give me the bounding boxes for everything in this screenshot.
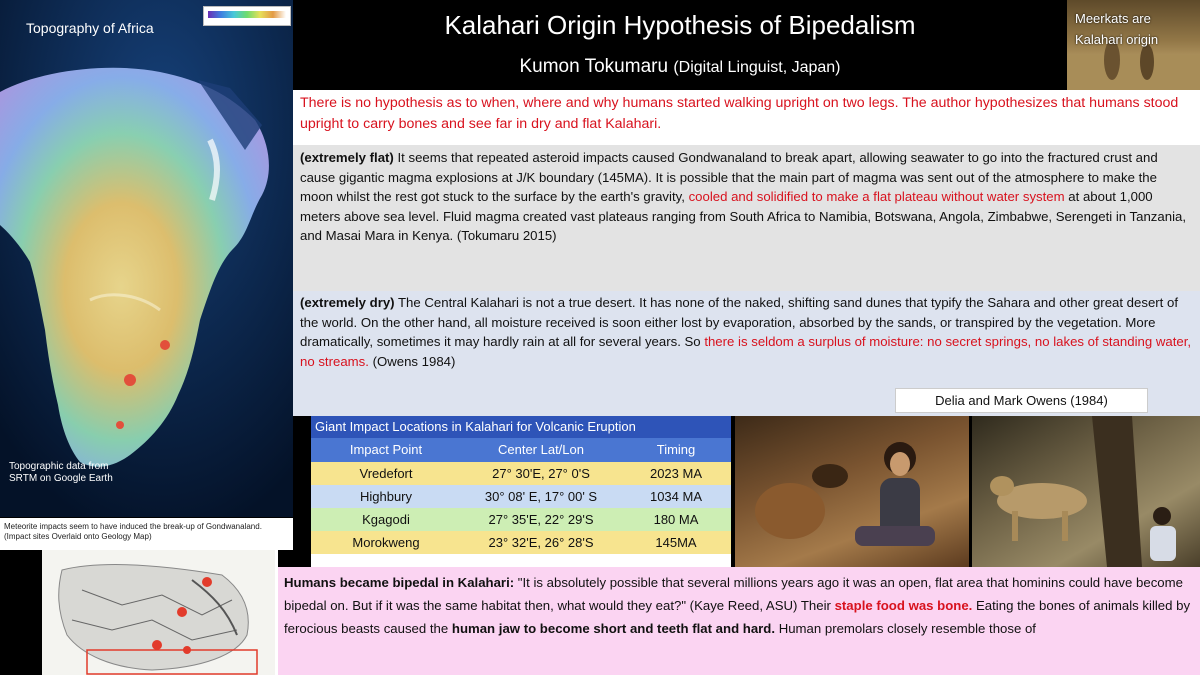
bipedal-highlight: staple food was bone. [834,598,973,613]
impact-timing: 145MA [655,535,697,550]
bipedal-text-2: Human premolars closely resemble those of [775,621,1036,636]
table-header-row [311,438,731,462]
bipedal-quote: "It is absolutely possible that several millions years ago it was an open, flat area that hominins could have become bipedal on. But if it was the same habitat then, what would they eat?" (Kaye Reed, ASU) Their [284,575,1183,613]
hyena-photo [735,416,969,567]
meerkat-caption: Meerkats are Kalahari origin [1075,11,1159,47]
africa-topography-map [0,0,293,517]
table-row [311,485,731,508]
photo-credit: Delia and Mark Owens (1984) [895,388,1148,413]
dry-citation: (Owens 1984) [368,353,456,369]
dry-highlight: there is seldom a surplus of moisture: no secret springs, no lakes of standing water, no streams. [300,334,1192,369]
title-bar [293,0,1067,90]
impact-location: 23° 32'E, 26° 28'S [488,535,594,550]
impact-timing: 1034 MA [649,489,703,504]
author-affiliation: (Digital Linguist, Japan) [673,59,841,76]
impact-point: Vredefort [359,466,413,481]
africa-map-graphic [0,0,293,517]
impact-timing: 180 MA [653,512,699,527]
lion-photo [972,416,1200,567]
flat-text-2: at about 1,000 meters above sea level. Fluid magma created vast plateaus ranging from South Africa to Namibia, Botswana, Angola, Zimbabwe, Serengeti in Tanzania, and Masai Mara in Kenya. (Tokumaru 2015) [300,189,1186,243]
bipedal-text-1: Eating the bones of animals killed by ferocious beasts caused the [284,598,1191,636]
hyena-photo-graphic [735,416,969,567]
author-name: Kumon Tokumaru [519,56,669,77]
meerkat-photo [1067,0,1200,90]
bipedal-section [278,567,1200,675]
flat-heading: (extremely flat) [300,150,394,165]
flat-text-1: It seems that repeated asteroid impacts caused Gondwanaland to break apart, allowing seawater to go into the fractured crust and cause gigantic magma explosions at J/K boundary (145MA). It is possible that the main part of magma was sent out of the atmosphere to make the moon whilst the rest got stuck to the surface by the earth's gravity, [300,150,1158,204]
elevation-legend [203,6,291,26]
impact-location: 27° 30'E, 27° 0'S [492,466,590,481]
impact-location: 27° 35'E, 22° 29'S [488,512,594,527]
author-line [293,56,1067,78]
bipedal-bold-2: human jaw to become short and teeth flat and hard. [451,621,776,636]
column-header: Impact Point [349,442,423,457]
impact-point: Highbury [359,489,413,504]
impact-point: Morokweng [352,535,420,550]
page-title: Kalahari Origin Hypothesis of Bipedalism [444,10,916,40]
dry-heading: (extremely dry) [300,295,395,310]
column-header: Center Lat/Lon [497,442,584,457]
impact-timing: 2023 MA [649,466,703,481]
map-title: Topography of Africa [26,20,154,36]
intro-statement: There is no hypothesis as to when, where and why humans started walking upright on two legs. The author hypothesizes that humans stood upright to carry bones and see far in dry and flat Kalahari. [293,90,1200,145]
column-header: Timing [656,442,696,457]
impact-location: 30° 08' E, 17° 00' S [484,489,598,504]
table-caption: Giant Impact Locations in Kalahari for Volcanic Eruption [311,416,731,438]
impact-sites-map [42,550,278,675]
map-credit: Topographic data from SRTM on Google Earth [9,461,113,484]
lion-photo-graphic [972,416,1200,567]
impact-sites-graphic [42,550,275,675]
table-row [311,462,731,485]
dry-text-1: The Central Kalahari is not a true desert. It has none of the naked, shifting sand dunes that typify the Sahara and other great desert of the world. On the other hand, all moisture received is soon either lost by evaporation, absorbed by the sands, or transpired by the vegetation. More dramatically, sometimes it may hardly rain at all for several years. So [300,295,1179,349]
impact-table [311,416,731,567]
bipedal-heading: Humans became bipedal in Kalahari: [284,575,515,590]
table-row [311,508,731,531]
map-caption: Meteorite impacts seem to have induced the break-up of Gondwanaland. (Impact sites Overlaid onto Geology Map) [0,518,293,550]
flat-section [293,145,1200,291]
flat-highlight: cooled and solidified to make a flat plateau without water system [688,189,1065,204]
table-row [311,531,731,554]
impact-point: Kgagodi [362,512,410,527]
